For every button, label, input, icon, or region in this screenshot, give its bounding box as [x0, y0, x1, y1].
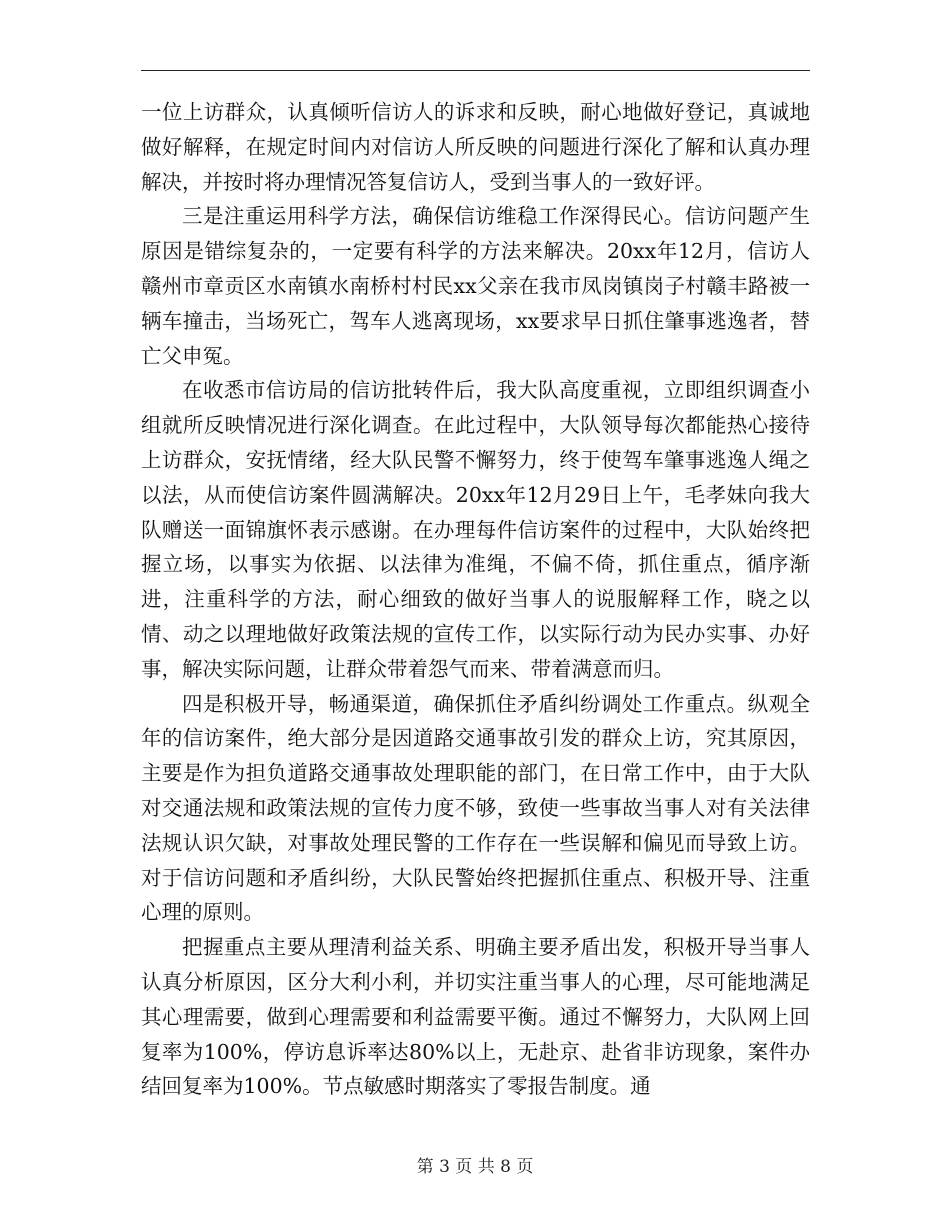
paragraph-1: 一位上访群众，认真倾听信访人的诉求和反映，耐心地做好登记，真诚地做好解释，在规定时间内对信访人所反映的问题进行深化了解和认真办理解决，并按时将办理情况答复信访人，受到当事人的一致好评。 [141, 100, 810, 194]
paragraph-5: 把握重点主要从理清利益关系、明确主要矛盾出发，积极开导当事人认真分析原因，区分大利小利，并切实注重当事人的心理，尽可能地满足其心理需要，做到心理需要和利益需要平衡。通过不懈努力，大队网上回复率为100%，停访息诉率达80%以上，无赴京、赴省非访现象，案件办结回复率为100%。节点敏感时期落实了零报告制度。通 [141, 935, 810, 1099]
page-number: 第 3 页 共 8 页 [416, 1157, 534, 1177]
document-body [141, 95, 810, 1104]
paragraph-4: 四是积极开导，畅通渠道，确保抓住矛盾纠纷调处工作重点。纵观全年的信访案件，绝大部分是因道路交通事故引发的群众上访，究其原因，主要是作为担负道路交通事故处理职能的部门，在日常工作中，由于大队对交通法规和政策法规的宣传力度不够，致使一些事故当事人对有关法律法规认识欠缺，对事故处理民警的工作存在一些误解和偏见而导致上访。对于信访问题和矛盾纠纷，大队民警始终把握抓住重点、积极开导、注重心理的原则。 [141, 691, 810, 925]
header-rule [141, 70, 810, 71]
paragraph-2: 三是注重运用科学方法，确保信访维稳工作深得民心。信访问题产生原因是错综复杂的，一定要有科学的方法来解决。20xx年12月，信访人赣州市章贡区水南镇水南桥村村民xx父亲在我市凤岗镇岗子村赣丰路被一辆车撞击，当场死亡，驾车人逃离现场，xx要求早日抓住肇事逃逸者，替亡父申冤。 [141, 204, 810, 368]
paragraph-3: 在收悉市信访局的信访批转件后，我大队高度重视，立即组织调查小组就所反映情况进行深化调查。在此过程中，大队领导每次都能热心接待上访群众，安抚情绪，经大队民警不懈努力，终于使驾车肇事逃逸人绳之以法，从而使信访案件圆满解决。20xx年12月29日上午，毛孝妹向我大队赠送一面锦旗怀表示感谢。在办理每件信访案件的过程中，大队始终把握立场，以事实为依据、以法律为准绳，不偏不倚，抓住重点，循序渐进，注重科学的方法，耐心细致的做好当事人的说服解释工作，晓之以情、动之以理地做好政策法规的宣传工作，以实际行动为民办实事、办好事，解决实际问题，让群众带着怨气而来、带着满意而归。 [141, 378, 810, 681]
